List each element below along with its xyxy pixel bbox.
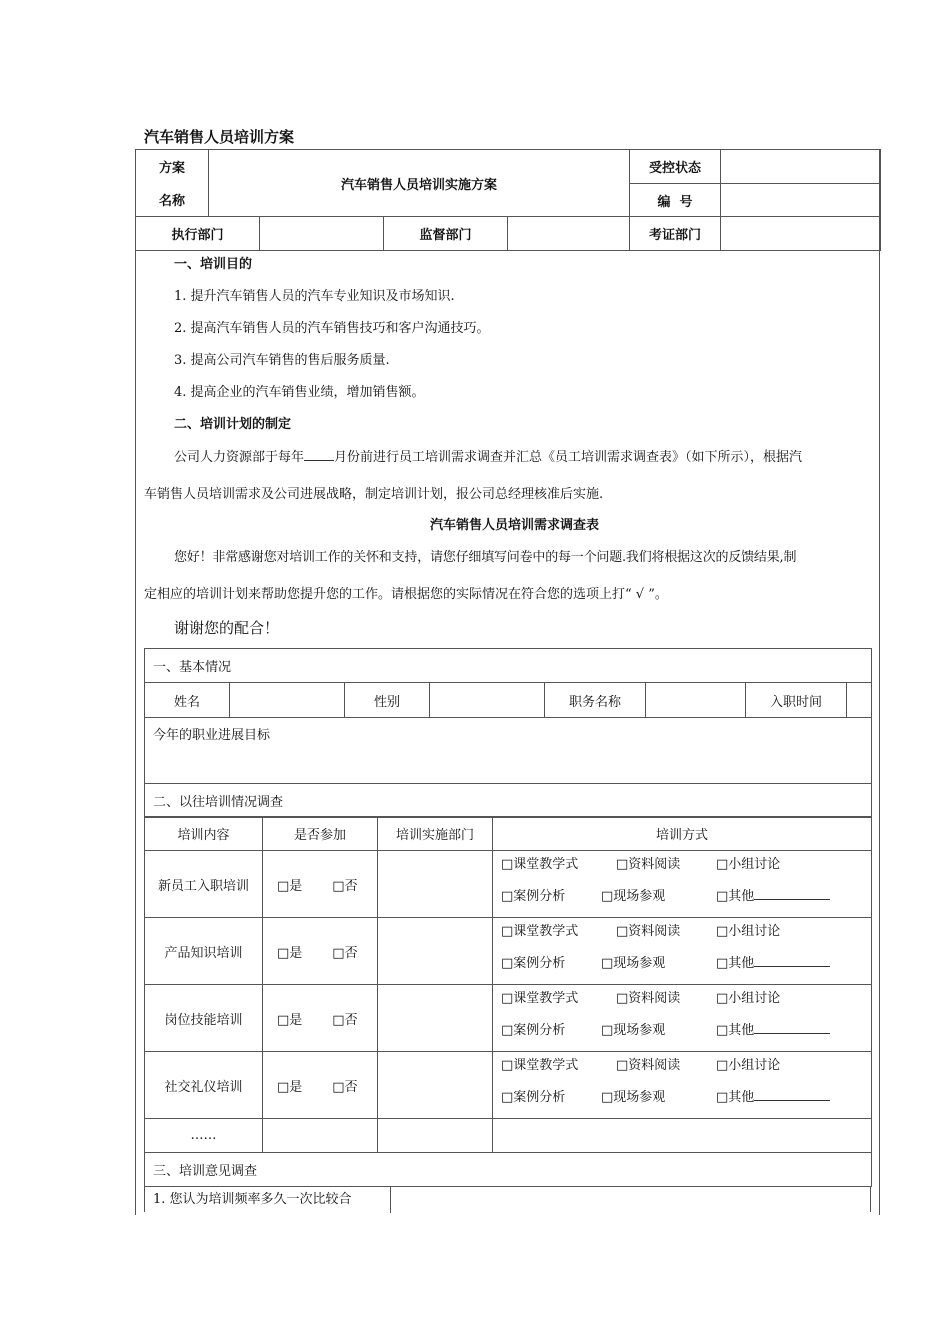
yes-checkbox[interactable]: □是 xyxy=(277,1079,303,1095)
name-label: 姓名 xyxy=(145,683,230,718)
join-date-label: 入职时间 xyxy=(746,683,847,717)
attend-options xyxy=(263,1052,378,1119)
gender-label: 性别 xyxy=(345,683,430,718)
method-options xyxy=(493,851,872,918)
dept-value[interactable] xyxy=(378,1052,493,1119)
section-1-title: 一、培训目的 xyxy=(174,257,253,272)
dept-value[interactable] xyxy=(378,985,493,1052)
career-goal-field[interactable] xyxy=(145,718,872,784)
thanks-text: 谢谢您的配合！ xyxy=(174,619,280,637)
col-content-header: 培训内容 xyxy=(145,817,263,851)
yes-checkbox[interactable]: □是 xyxy=(277,945,303,961)
position-value[interactable] xyxy=(646,683,746,718)
option-group[interactable]: □小组讨论 xyxy=(716,857,781,872)
training-content: 新员工入职培训 xyxy=(145,851,263,918)
training-row xyxy=(145,985,872,1052)
option-case[interactable]: □案例分析 xyxy=(501,1090,566,1105)
goal-item: 2. 提高汽车销售人员的汽车销售技巧和客户沟通技巧。 xyxy=(174,321,490,336)
empty-cell[interactable] xyxy=(263,1119,378,1153)
controlled-status-value[interactable] xyxy=(721,150,881,184)
controlled-status-label: 受控状态 xyxy=(630,150,721,184)
option-reading[interactable]: □资料阅读 xyxy=(616,991,681,1006)
option-other[interactable]: □其他 xyxy=(716,1018,830,1044)
survey-intro-line-1: 您好！非常感谢您对培训工作的关怀和支持，请您仔细填写问卷中的每一个问题.我们将根据这次的反馈结果,制 xyxy=(174,550,797,565)
plan-header-table xyxy=(135,149,881,251)
number-value[interactable] xyxy=(721,184,881,217)
option-classroom[interactable]: □课堂教学式 xyxy=(501,857,579,872)
number-label: 编 号 xyxy=(630,184,721,217)
method-options xyxy=(493,1052,872,1119)
assess-dept-value[interactable] xyxy=(721,217,881,251)
ellipsis-text: …… xyxy=(145,1119,263,1153)
question-row xyxy=(144,1186,871,1212)
option-classroom[interactable]: □课堂教学式 xyxy=(501,991,579,1006)
dept-value[interactable] xyxy=(378,851,493,918)
training-content: 岗位技能培训 xyxy=(145,985,263,1052)
past-training-header xyxy=(144,816,872,851)
question-1: 1. 您认为培训频率多久一次比较合 xyxy=(145,1187,391,1213)
option-other[interactable]: □其他 xyxy=(716,951,830,977)
option-classroom[interactable]: □课堂教学式 xyxy=(501,924,579,939)
plan-name-label: 方案 名称 xyxy=(136,150,209,217)
training-row xyxy=(145,918,872,985)
attend-options xyxy=(263,918,378,985)
plan-name-value: 汽车销售人员培训实施方案 xyxy=(209,150,630,217)
document-title: 汽车销售人员培训方案 xyxy=(144,128,295,146)
training-content: 社交礼仪培训 xyxy=(145,1052,263,1119)
attend-options xyxy=(263,985,378,1052)
career-goal-label: 今年的职业进展目标 xyxy=(153,728,271,743)
no-checkbox[interactable]: □否 xyxy=(332,1079,358,1095)
exec-dept-value[interactable] xyxy=(260,217,384,251)
option-reading[interactable]: □资料阅读 xyxy=(616,924,681,939)
option-reading[interactable]: □资料阅读 xyxy=(616,857,681,872)
empty-cell[interactable] xyxy=(493,1119,872,1153)
option-visit[interactable]: □现场参观 xyxy=(601,1090,666,1105)
past-training-table xyxy=(144,850,872,1187)
name-value[interactable] xyxy=(230,683,345,718)
training-survey-table xyxy=(144,648,872,818)
col-dept-header: 培训实施部门 xyxy=(378,817,493,851)
method-options xyxy=(493,985,872,1052)
goal-item: 1. 提升汽车销售人员的汽车专业知识及市场知识. xyxy=(174,289,455,304)
training-row xyxy=(145,1052,872,1119)
assess-dept-label: 考证部门 xyxy=(630,217,721,251)
goal-item: 3. 提高公司汽车销售的售后服务质量. xyxy=(174,353,390,368)
option-other[interactable]: □其他 xyxy=(716,884,830,910)
no-checkbox[interactable]: □否 xyxy=(332,945,358,961)
option-visit[interactable]: □现场参观 xyxy=(601,1023,666,1038)
training-content: 产品知识培训 xyxy=(145,918,263,985)
option-group[interactable]: □小组讨论 xyxy=(716,1058,781,1073)
exec-dept-label: 执行部门 xyxy=(136,217,260,251)
no-checkbox[interactable]: □否 xyxy=(332,1012,358,1028)
survey-title: 汽车销售人员培训需求调查表 xyxy=(430,518,600,533)
section-2-title: 二、培训计划的制定 xyxy=(174,417,292,432)
option-visit[interactable]: □现场参观 xyxy=(601,889,666,904)
col-attend-header: 是否参加 xyxy=(263,817,378,851)
empty-cell[interactable] xyxy=(378,1119,493,1153)
option-group[interactable]: □小组讨论 xyxy=(716,924,781,939)
gender-value[interactable] xyxy=(430,683,545,718)
option-visit[interactable]: □现场参观 xyxy=(601,956,666,971)
option-case[interactable]: □案例分析 xyxy=(501,889,566,904)
option-reading[interactable]: □资料阅读 xyxy=(616,1058,681,1073)
opinion-heading: 三、培训意见调查 xyxy=(145,1153,872,1187)
position-label: 职务名称 xyxy=(545,683,646,718)
training-row xyxy=(145,851,872,918)
supervise-dept-label: 监督部门 xyxy=(384,217,508,251)
question-1-answer[interactable] xyxy=(392,1187,870,1213)
plan-paragraph-line-1: 公司人力资源部于每年 月份前进行员工培训需求调查并汇总《员工培训需求调查表》（如下所示），根据汽 xyxy=(174,450,803,465)
other-blank[interactable] xyxy=(754,954,830,967)
goal-item: 4. 提高企业的汽车销售业绩，增加销售额。 xyxy=(174,385,425,400)
opinion-row xyxy=(145,1153,872,1187)
ellipsis-row xyxy=(145,1119,872,1153)
option-other[interactable]: □其他 xyxy=(716,1085,830,1111)
month-blank[interactable] xyxy=(304,448,334,461)
plan-paragraph-line-2: 车销售人员培训需求及公司进展战略，制定培训计划，报公司总经理核准后实施. xyxy=(144,487,604,502)
attend-options xyxy=(263,851,378,918)
join-date-cell xyxy=(746,683,872,718)
join-date-value[interactable] xyxy=(847,683,871,717)
yes-checkbox[interactable]: □是 xyxy=(277,878,303,894)
other-blank[interactable] xyxy=(754,887,830,900)
option-group[interactable]: □小组讨论 xyxy=(716,991,781,1006)
other-blank[interactable] xyxy=(754,1088,830,1101)
basic-info-heading: 一、基本情况 xyxy=(145,649,872,683)
option-classroom[interactable]: □课堂教学式 xyxy=(501,1058,579,1073)
other-blank[interactable] xyxy=(754,1021,830,1034)
no-checkbox[interactable]: □否 xyxy=(332,878,358,894)
past-training-heading: 二、以往培训情况调查 xyxy=(145,784,872,818)
option-case[interactable]: □案例分析 xyxy=(501,956,566,971)
method-options xyxy=(493,918,872,985)
survey-intro-line-2: 定相应的培训计划来帮助您提升您的工作。请根据您的实际情况在符合您的选项上打“ √ ”。 xyxy=(144,587,668,602)
yes-checkbox[interactable]: □是 xyxy=(277,1012,303,1028)
col-method-header: 培训方式 xyxy=(493,817,872,851)
supervise-dept-value[interactable] xyxy=(508,217,630,251)
dept-value[interactable] xyxy=(378,918,493,985)
option-case[interactable]: □案例分析 xyxy=(501,1023,566,1038)
